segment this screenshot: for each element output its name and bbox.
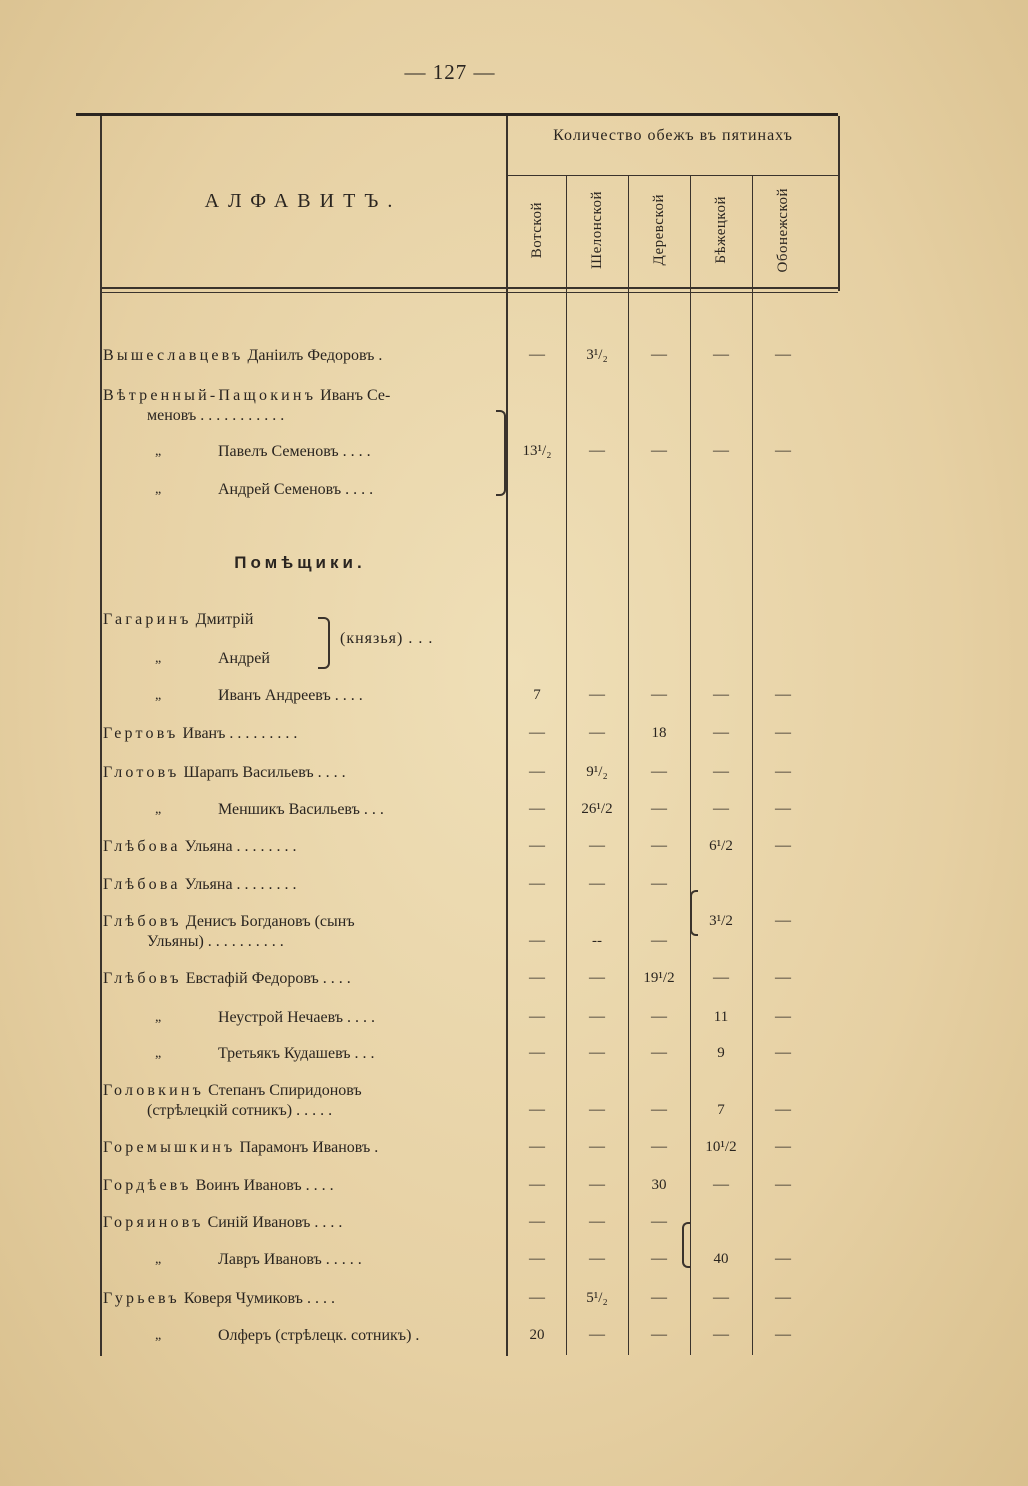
col-header-shelonskoy: Шелонской — [588, 190, 605, 269]
value-cell: — — [651, 1250, 667, 1267]
value-cell: — — [651, 875, 667, 892]
value-cell: — — [589, 1044, 605, 1061]
value-cell: — — [775, 1289, 791, 1306]
row-surname: Гордѣевъ — [103, 1177, 192, 1194]
row-given-name: меновъ . . . . . . . . . . . — [147, 407, 285, 424]
row-given-name: Воинъ Ивановъ . . . . — [191, 1177, 334, 1194]
ditto-mark: „ — [155, 482, 162, 497]
value-cell: — — [589, 1250, 605, 1267]
row-surname: Гертовъ — [103, 725, 179, 742]
row-surname: Глѣбовъ — [103, 970, 182, 987]
value-cell: — — [775, 1044, 791, 1061]
row-given-name: Неустрой Нечаевъ . . . . — [218, 1009, 376, 1026]
row-name — [103, 836, 498, 857]
row-given-name: Шарапъ Васильевъ . . . . — [179, 764, 346, 781]
value-cell: — — [651, 837, 667, 854]
value-cell: — — [589, 442, 605, 459]
row-name — [103, 1100, 498, 1121]
row-given-name: Андрей Семеновъ . . . . — [218, 481, 374, 498]
value-cell: — — [651, 1289, 667, 1306]
value-cell: — — [775, 800, 791, 817]
col-header-obonezhskoy: Обонежской — [774, 187, 791, 273]
row-given-name: Даніилъ Федоровъ . — [243, 347, 383, 364]
row-given-name: Иванъ . . . . . . . . . — [178, 725, 298, 742]
row-surname: Гагаринъ — [103, 611, 192, 628]
row-surname: Глѣбова — [103, 838, 181, 855]
gagarin-note: (князья) . . . — [340, 630, 434, 647]
value-cell: 3¹/₂ — [586, 347, 608, 363]
row-name — [103, 405, 498, 426]
row-name — [103, 1288, 498, 1309]
value-cell: 11 — [713, 1009, 729, 1025]
row-given-name: Синій Ивановъ . . . . — [203, 1214, 343, 1231]
value-cell: — — [529, 1044, 545, 1061]
value-cell: 7 — [533, 687, 541, 703]
value-cell: — — [775, 1176, 791, 1193]
row-name — [103, 1212, 498, 1233]
value-cell: — — [529, 932, 545, 949]
row-given-name: Павелъ Семеновъ . . . . — [218, 443, 371, 460]
row-surname: Глотовъ — [103, 764, 180, 781]
value-cell: — — [713, 1289, 729, 1306]
row-name — [103, 1043, 498, 1064]
row-name — [103, 762, 498, 783]
row-surname: Горяиновъ — [103, 1214, 204, 1231]
value-cell: — — [651, 442, 667, 459]
value-cell: — — [775, 1138, 791, 1155]
value-cell: — — [529, 763, 545, 780]
row-given-name: Дмитрій — [191, 611, 254, 628]
frame-right-line — [838, 116, 840, 291]
value-cell: — — [529, 969, 545, 986]
row-name — [103, 441, 498, 462]
row-name — [103, 1080, 498, 1101]
row-name — [103, 799, 498, 820]
row-name — [103, 385, 498, 406]
ditto-mark: „ — [155, 688, 162, 703]
row-name — [103, 723, 498, 744]
row-name — [103, 685, 498, 706]
value-cell: — — [775, 969, 791, 986]
row-given-name: Ульяна . . . . . . . . — [180, 876, 297, 893]
value-cell: — — [651, 932, 667, 949]
ditto-mark: „ — [155, 1010, 162, 1025]
header-subrule — [508, 175, 838, 176]
row-surname: Вышеславцевъ — [103, 347, 244, 364]
value-cell: — — [651, 1326, 667, 1343]
value-cell: — — [651, 1101, 667, 1118]
value-cell: 40 — [713, 1251, 729, 1267]
value-cell: — — [529, 724, 545, 741]
row-given-name: Парамонъ Ивановъ . — [235, 1139, 379, 1156]
value-cell: 5¹/₂ — [586, 1290, 608, 1306]
alphabet-title: АЛФАВИТЪ. — [204, 190, 402, 212]
value-cell: — — [589, 969, 605, 986]
value-cell: — — [529, 1289, 545, 1306]
value-cell: 26¹/2 — [581, 801, 613, 817]
ditto-mark: „ — [155, 1046, 162, 1061]
value-cell: — — [775, 442, 791, 459]
value-cell: — — [529, 1176, 545, 1193]
value-cell: — — [775, 1008, 791, 1025]
value-cell: — — [713, 800, 729, 817]
value-cell: — — [589, 686, 605, 703]
row-name — [103, 1007, 498, 1028]
value-cell: — — [713, 969, 729, 986]
section-title-pomeshchiki: Помѣщики. — [234, 553, 366, 572]
row-name — [103, 968, 498, 989]
value-cell: — — [713, 442, 729, 459]
value-cell: 9 — [717, 1045, 725, 1061]
obzhi-title: Количество обежъ въ пятинахъ — [553, 127, 793, 144]
row-given-name: Меншикъ Васильевъ . . . — [218, 801, 384, 818]
col-header-bezhetskoy: Бѣжецкой — [712, 196, 729, 264]
value-cell: — — [529, 1138, 545, 1155]
row-given-name: Денисъ Богдановъ (сынъ — [181, 913, 355, 930]
value-cell: — — [713, 1326, 729, 1343]
value-cell: 19¹/2 — [643, 970, 675, 986]
value-cell: 6¹/2 — [709, 838, 733, 854]
value-cell: 3¹/2 — [709, 913, 733, 929]
value-cell: — — [713, 686, 729, 703]
row-given-name: Иванъ Се- — [316, 387, 391, 404]
value-cell: — — [589, 1101, 605, 1118]
row-given-name: Лавръ Ивановъ . . . . . — [218, 1251, 362, 1268]
row-name — [103, 1175, 498, 1196]
value-cell: — — [713, 724, 729, 741]
header-bottom-rule — [100, 287, 838, 289]
value-cell: — — [529, 346, 545, 363]
value-cell: — — [651, 763, 667, 780]
value-cell: — — [775, 346, 791, 363]
value-cell: — — [529, 800, 545, 817]
value-cell: 13¹/₂ — [522, 443, 552, 459]
col-header-derevskoy: Деревской — [650, 194, 667, 266]
value-cell: 20 — [529, 1327, 545, 1343]
value-cell: — — [529, 1250, 545, 1267]
value-cell: — — [529, 875, 545, 892]
value-cell: — — [775, 724, 791, 741]
value-cell: — — [713, 346, 729, 363]
ditto-mark: „ — [155, 1328, 162, 1343]
value-cell: — — [651, 686, 667, 703]
row-given-name: Коверя Чумиковъ . . . . — [179, 1290, 335, 1307]
row-name — [103, 648, 498, 669]
value-cell: — — [775, 837, 791, 854]
value-cell: — — [775, 1101, 791, 1118]
value-cell: — — [651, 346, 667, 363]
row-name — [103, 1137, 498, 1158]
row-name — [103, 609, 498, 630]
value-cell: — — [529, 1008, 545, 1025]
value-cell: — — [529, 1213, 545, 1230]
col-header-votskoy: Вотской — [528, 201, 545, 259]
top-rule — [76, 113, 838, 116]
value-cell: — — [651, 800, 667, 817]
ditto-mark: „ — [155, 444, 162, 459]
row-surname: Глѣбова — [103, 876, 181, 893]
row-name — [103, 1249, 498, 1270]
value-cell: — — [651, 1044, 667, 1061]
value-cell: — — [651, 1138, 667, 1155]
ditto-mark: „ — [155, 651, 162, 666]
row-surname: Глѣбовъ — [103, 913, 182, 930]
value-cell: — — [775, 763, 791, 780]
value-cell: — — [529, 1101, 545, 1118]
row-name — [103, 931, 498, 952]
value-cell: — — [713, 763, 729, 780]
row-given-name: Олферъ (стрѣлецк. сотникъ) . — [218, 1327, 420, 1344]
row-given-name: Евстафій Федоровъ . . . . — [181, 970, 351, 987]
value-cell: — — [775, 1326, 791, 1343]
row-given-name: Третьякъ Кудашевъ . . . — [218, 1045, 375, 1062]
value-cell: — — [589, 1176, 605, 1193]
value-cell: — — [529, 837, 545, 854]
value-cell: — — [775, 686, 791, 703]
row-surname: Гурьевъ — [103, 1290, 180, 1307]
row-given-name: Ульяны) . . . . . . . . . . — [147, 933, 284, 950]
row-surname: Вѣтренный-Пащокинъ — [103, 387, 317, 404]
row-name — [103, 479, 498, 500]
value-cell: — — [589, 1008, 605, 1025]
value-cell: — — [713, 1176, 729, 1193]
frame-left-line — [100, 116, 102, 1356]
row-name — [103, 345, 498, 366]
row-given-name: Ульяна . . . . . . . . — [180, 838, 297, 855]
row-given-name: (стрѣлецкій сотникъ) . . . . . — [147, 1102, 333, 1119]
value-cell: -- — [592, 933, 602, 949]
row-given-name: Степанъ Спиридоновъ — [204, 1082, 362, 1099]
value-cell: 30 — [651, 1177, 667, 1193]
page-number: — 127 — — [404, 60, 496, 84]
row-name — [103, 1325, 498, 1346]
row-surname: Головкинъ — [103, 1082, 205, 1099]
row-given-name: Андрей — [218, 650, 270, 667]
value-cell: 9¹/₂ — [586, 764, 608, 780]
ditto-mark: „ — [155, 802, 162, 817]
value-cell: — — [775, 1250, 791, 1267]
value-cell: 10¹/2 — [705, 1139, 737, 1155]
row-surname: Горемышкинъ — [103, 1139, 236, 1156]
header-bottom-rule-2 — [100, 292, 838, 293]
row-given-name: Иванъ Андреевъ . . . . — [218, 687, 363, 704]
value-cell: — — [589, 724, 605, 741]
row-name — [103, 911, 498, 932]
value-cell: — — [651, 1008, 667, 1025]
row-name — [103, 874, 498, 895]
value-cell: — — [589, 1138, 605, 1155]
ditto-mark: „ — [155, 1252, 162, 1267]
value-cell: 18 — [651, 725, 667, 741]
value-cell: — — [589, 837, 605, 854]
value-cell: — — [589, 1326, 605, 1343]
value-cell: 7 — [717, 1102, 725, 1118]
value-cell: — — [651, 1213, 667, 1230]
value-cell: — — [589, 1213, 605, 1230]
value-cell: — — [589, 875, 605, 892]
value-cell: — — [775, 912, 791, 929]
